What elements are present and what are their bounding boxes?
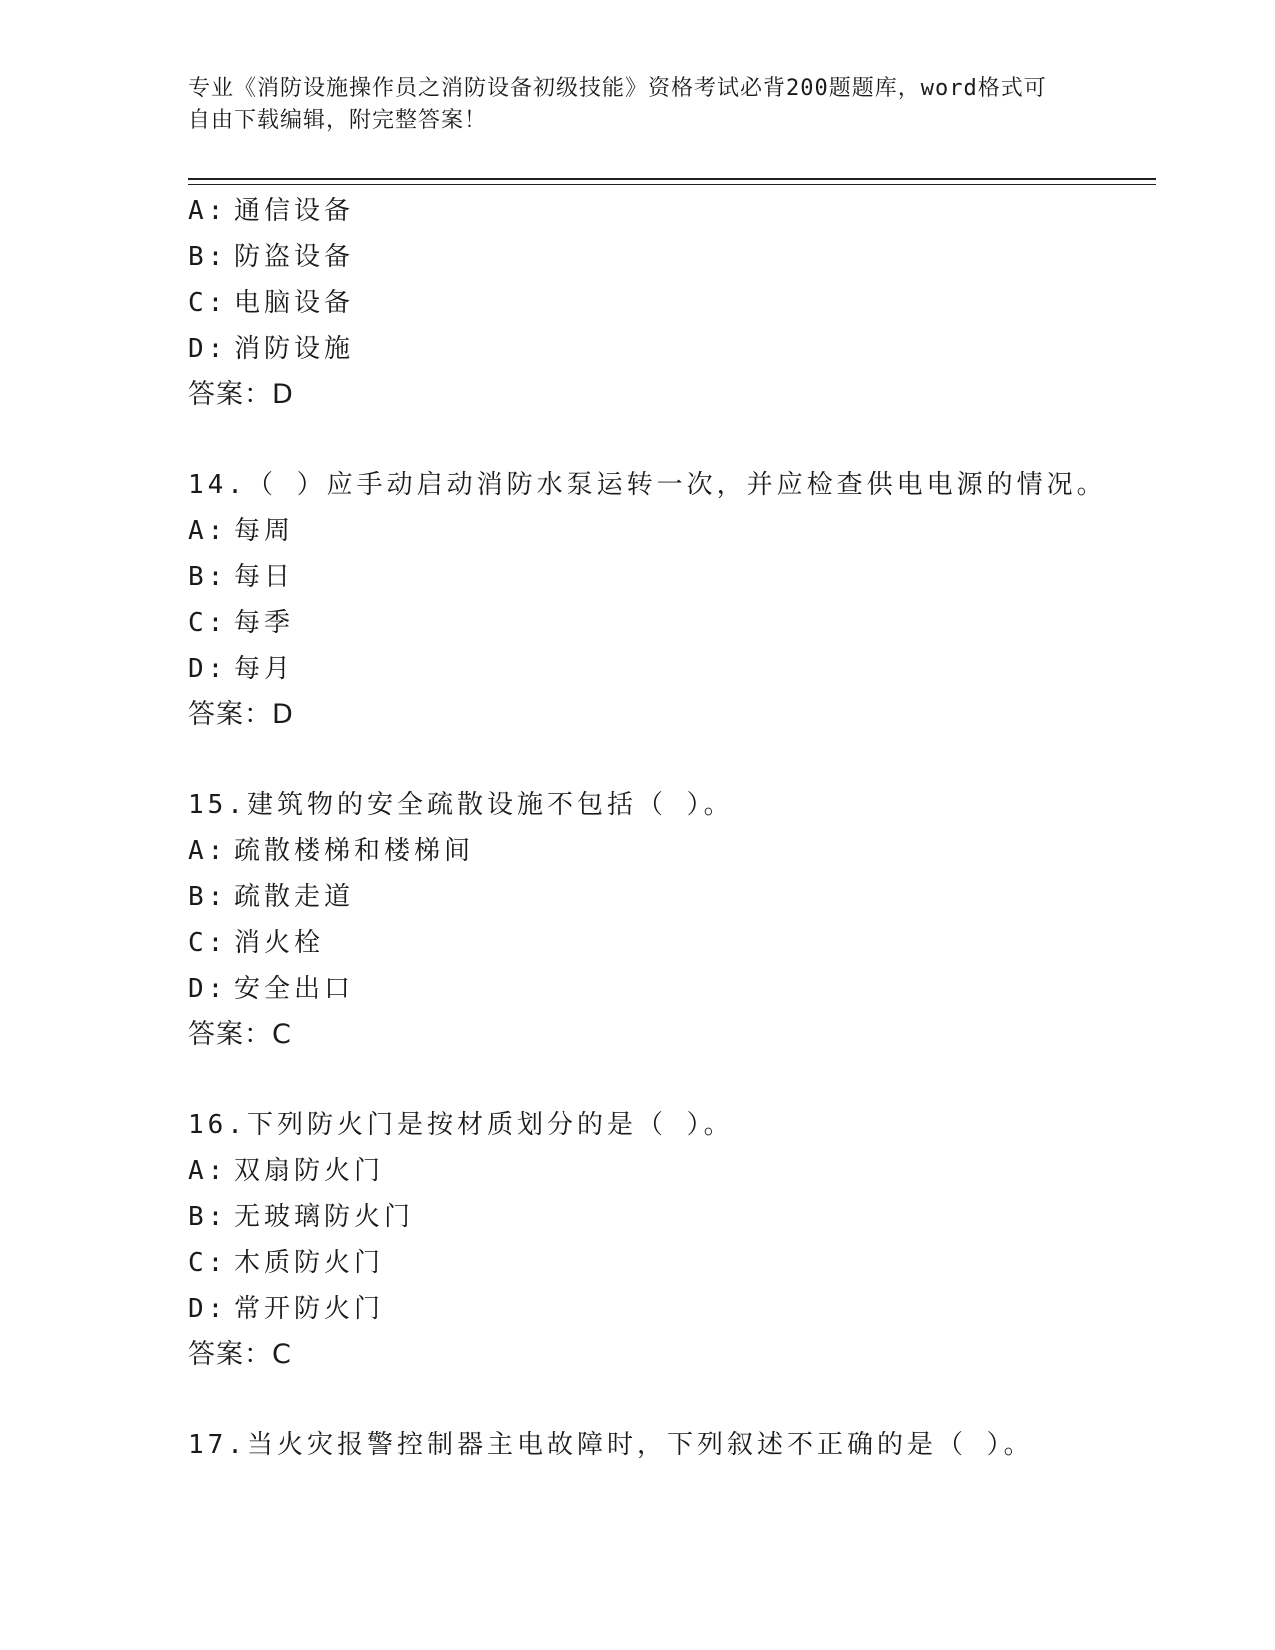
option-text: 电脑设备 (234, 288, 355, 318)
option-label: A: (188, 516, 228, 546)
option-text: 每日 (234, 562, 295, 592)
option-a (188, 508, 1156, 554)
option-text: 消火栓 (234, 928, 325, 958)
option-label: A: (188, 196, 228, 226)
option-text: 消防设施 (234, 334, 355, 364)
option-c (188, 920, 1156, 966)
option-text: 双扇防火门 (234, 1156, 385, 1186)
option-b (188, 554, 1156, 600)
question-list (188, 188, 1156, 1468)
option-a (188, 188, 1156, 234)
option-label: D: (188, 654, 228, 684)
document-header: 专业《消防设施操作员之消防设备初级技能》资格考试必背200题题库，word格式可自由下载编辑，附完整答案！ (188, 76, 1047, 133)
option-a (188, 828, 1156, 874)
header-rule (188, 178, 1156, 180)
option-b (188, 234, 1156, 280)
option-label: C: (188, 928, 228, 958)
option-text: 每月 (234, 654, 295, 684)
option-text: 防盗设备 (234, 242, 355, 272)
option-a (188, 1148, 1156, 1194)
option-text: 每季 (234, 608, 295, 638)
option-text: 安全出口 (234, 974, 355, 1004)
option-text: 每周 (234, 516, 295, 546)
header-rule-thin (188, 184, 1156, 185)
option-b (188, 1194, 1156, 1240)
option-label: B: (188, 882, 228, 912)
option-text: 木质防火门 (234, 1248, 385, 1278)
answer: 答案：D (188, 699, 294, 730)
question-14 (188, 462, 1156, 738)
question-17 (188, 1422, 1156, 1468)
option-text: 通信设备 (234, 196, 355, 226)
option-text: 疏散走道 (234, 882, 355, 912)
option-d (188, 1286, 1156, 1332)
question-text: 16.下列防火门是按材质划分的是（ ）。 (188, 1110, 734, 1140)
option-c (188, 1240, 1156, 1286)
option-label: A: (188, 1156, 228, 1186)
question-13-options (188, 188, 1156, 418)
question-15 (188, 782, 1156, 1058)
option-d (188, 326, 1156, 372)
option-b (188, 874, 1156, 920)
option-c (188, 280, 1156, 326)
answer: 答案：C (188, 1339, 292, 1370)
answer: 答案：D (188, 379, 294, 410)
option-label: C: (188, 288, 228, 318)
option-d (188, 646, 1156, 692)
option-text: 常开防火门 (234, 1294, 385, 1324)
question-text: 14.（ ）应手动启动消防水泵运转一次，并应检查供电电源的情况。 (188, 470, 1107, 500)
option-d (188, 966, 1156, 1012)
question-text: 15.建筑物的安全疏散设施不包括（ ）。 (188, 790, 734, 820)
option-label: C: (188, 1248, 228, 1278)
option-label: A: (188, 836, 228, 866)
option-text: 无玻璃防火门 (234, 1202, 415, 1232)
question-text: 17.当火灾报警控制器主电故障时，下列叙述不正确的是（ ）。 (188, 1430, 1034, 1460)
option-label: B: (188, 1202, 228, 1232)
question-16 (188, 1102, 1156, 1378)
option-text: 疏散楼梯和楼梯间 (234, 836, 475, 866)
option-label: B: (188, 242, 228, 272)
option-label: B: (188, 562, 228, 592)
option-c (188, 600, 1156, 646)
option-label: C: (188, 608, 228, 638)
option-label: D: (188, 974, 228, 1004)
answer: 答案：C (188, 1019, 292, 1050)
option-label: D: (188, 1294, 228, 1324)
option-label: D: (188, 334, 228, 364)
